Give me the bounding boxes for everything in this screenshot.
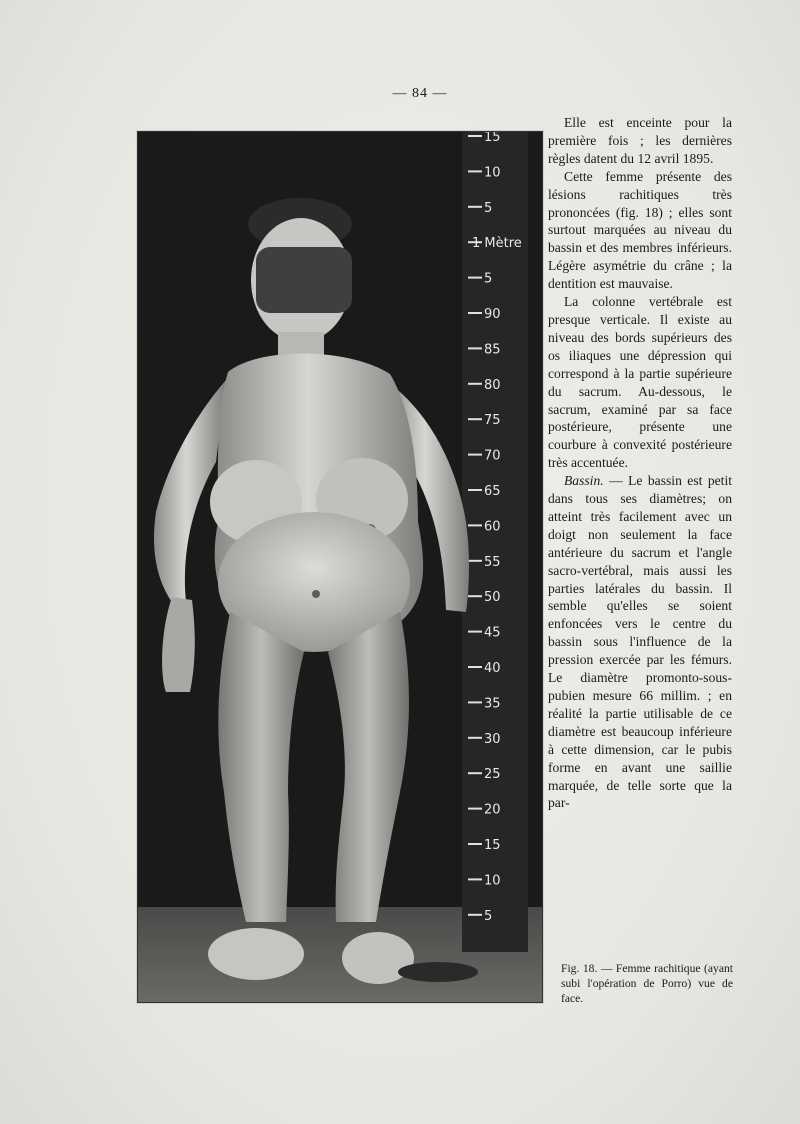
- scale-label: 5: [484, 908, 493, 924]
- paragraph-pelvis-lead: Bassin.: [564, 473, 604, 489]
- scale-label: 1 Mètre: [472, 236, 522, 252]
- scale-label: 25: [484, 767, 501, 783]
- scale-label: 85: [484, 342, 501, 358]
- figure-image: [138, 132, 542, 1002]
- scale-label: 10: [484, 873, 501, 889]
- paragraph-spine: La colonne vertébrale est presque verticale. Il existe au niveau des bords supérieurs des os iliaques une dépression qui correspond à la partie supérieure du sacrum. Au-dessous, le sacrum, examiné par sa face postérieure, présente une courbure à convexité postérieure très accentuée.: [548, 294, 732, 471]
- scale-label: 30: [484, 731, 501, 747]
- scale-label: 75: [484, 413, 501, 429]
- scale-label: 20: [484, 802, 501, 818]
- scale-label: 15: [484, 838, 501, 853]
- scale-label: 45: [484, 625, 501, 641]
- scale-label: 50: [484, 590, 501, 606]
- figure-photograph: [137, 131, 543, 1003]
- scale-label: 60: [484, 519, 501, 535]
- page-number: — 84 —: [392, 86, 448, 101]
- figure-caption: Fig. 18. — Femme rachitique (ayant subi l'opération de Porro) vue de face.: [561, 962, 733, 1005]
- scale-label: 35: [484, 696, 501, 712]
- scale-label: 5: [484, 200, 493, 216]
- scale-label: 10: [484, 165, 501, 181]
- scale-label: 65: [484, 484, 501, 499]
- paragraph-lesions: Cette femme présente des lésions rachitiques très prononcées (fig. 18) ; elles sont surtout marquées au niveau du bassin et des membres inférieurs. Légère asymétrie du crâne ; la dentition est mauvaise.: [548, 168, 732, 292]
- paragraph-pelvis: [548, 472, 732, 812]
- scale-label: 80: [484, 377, 501, 393]
- scale-label: 5: [484, 271, 493, 287]
- scale-label: 40: [484, 661, 501, 676]
- scale-label: 70: [484, 448, 501, 464]
- face-censor-band: [256, 247, 352, 313]
- body-text-column: [548, 114, 732, 812]
- scale-label: 15: [484, 132, 501, 145]
- measuring-scale: [462, 132, 528, 952]
- paragraph-pelvis-body: — Le bassin est petit dans tous ses diamètres; on atteint très facilement avec un doigt non seulement la face antérieure du sacrum et l'angle sacro-vertébral, mais aussi les parties latérales du bassin. Il semble qu'elles se soient enfoncées vers le centre du bassin sous l'influence de la pression exercée par les fémurs. Le diamètre promonto-sous-pubien mesure 66 millim. ; en réalité la partie utilisable de ce diamètre est beaucoup inférieure à cette dimension, car le pubis forme en avant une saillie marquée, de telle sorte que la par-: [548, 473, 732, 811]
- paragraph-pregnancy: Elle est enceinte pour la première fois ; les dernières règles datent du 12 avril 1895.: [548, 115, 732, 166]
- scale-label: 55: [484, 554, 501, 570]
- scale-label: 90: [484, 307, 501, 322]
